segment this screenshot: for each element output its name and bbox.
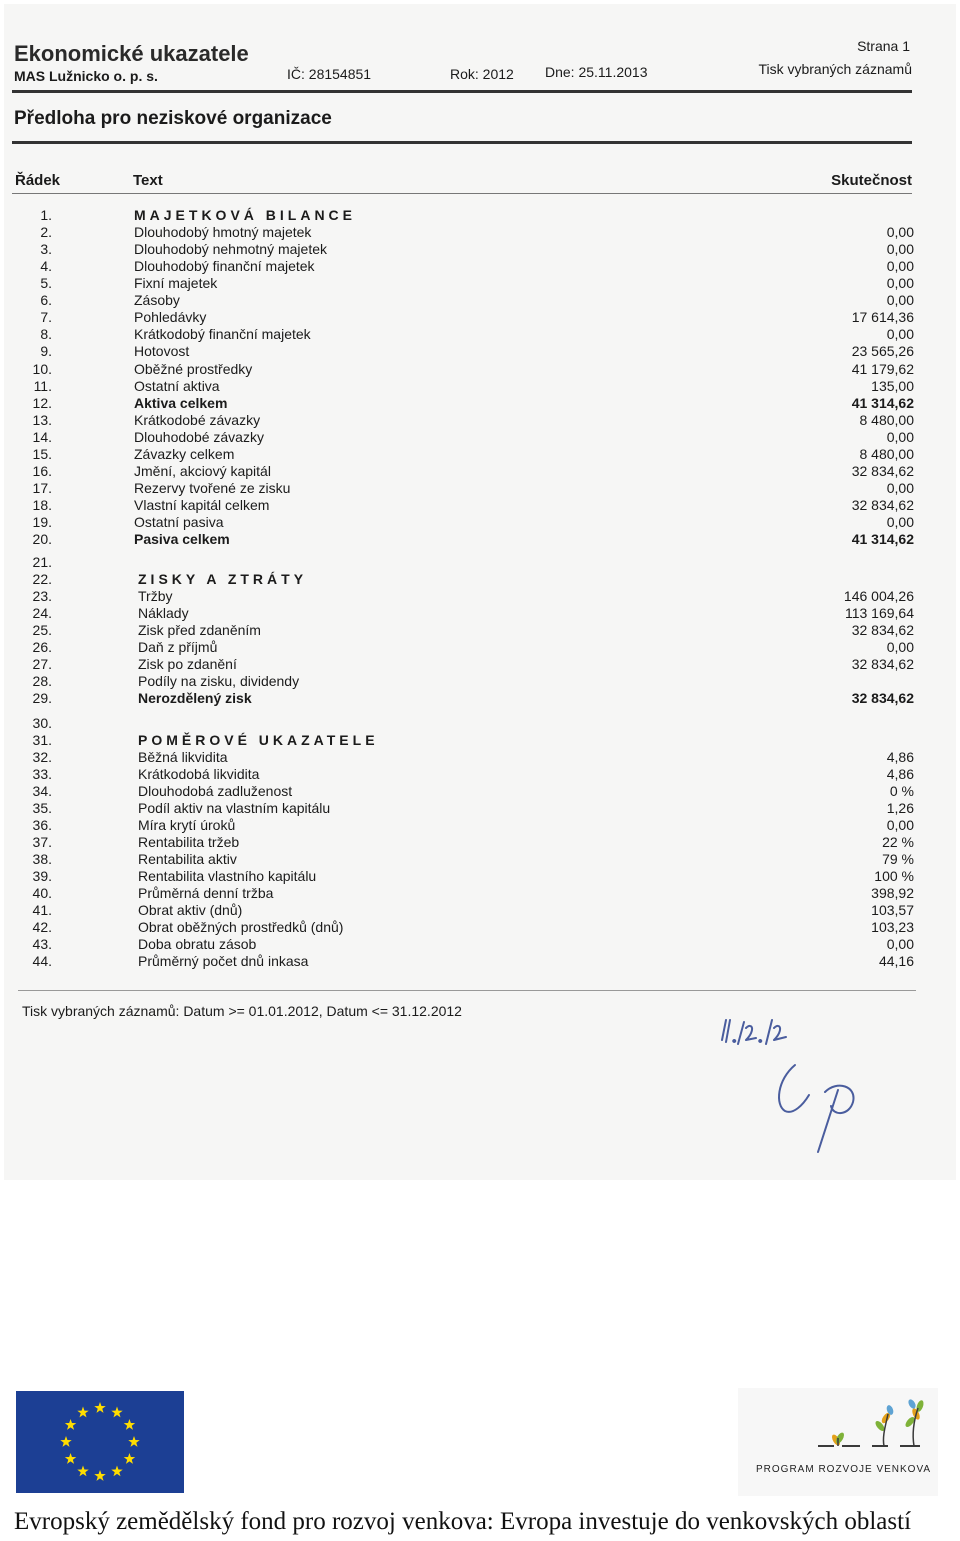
row-label: ZISKY A ZTRÁTY xyxy=(138,571,308,587)
row-value: 32 834,62 xyxy=(851,496,914,513)
row-value: 146 004,26 xyxy=(843,588,914,605)
row-value: 0,00 xyxy=(886,428,914,445)
program-logo-text: PROGRAM ROZVOJE VENKOVA xyxy=(756,1464,932,1475)
table-row xyxy=(14,834,914,851)
row-value: 0,00 xyxy=(886,241,914,258)
table-row xyxy=(14,343,914,360)
program-rozvoje-venkova-logo xyxy=(738,1388,938,1496)
row-number: 28. xyxy=(32,673,52,690)
table-row xyxy=(14,412,914,429)
row-label: Míra krytí úroků xyxy=(138,816,236,833)
column-header-text: Text xyxy=(133,172,163,189)
row-number: 40. xyxy=(32,885,52,901)
table-row xyxy=(14,673,914,690)
row-label: Oběžné prostředky xyxy=(134,360,253,377)
row-label: Rentabilita tržeb xyxy=(138,833,240,850)
row-number: 36. xyxy=(32,816,52,833)
row-value: 100 % xyxy=(874,867,914,884)
table-row xyxy=(14,463,914,480)
company-id: IČ: 28154851 xyxy=(287,66,372,82)
table-row xyxy=(14,361,914,378)
row-value: 0 % xyxy=(889,782,914,799)
row-number: 29. xyxy=(32,690,52,707)
table-row xyxy=(14,571,914,588)
table-row xyxy=(14,953,914,970)
row-label: Zisk po zdanění xyxy=(138,656,237,673)
header-rule xyxy=(12,90,912,93)
row-number: 37. xyxy=(32,833,52,850)
row-value: 8 480,00 xyxy=(859,445,914,462)
row-label: MAJETKOVÁ BILANCE xyxy=(134,207,357,223)
row-value: 0,00 xyxy=(886,513,914,530)
row-label: Obrat oběžných prostředků (dnů) xyxy=(138,919,344,936)
row-number: 23. xyxy=(32,588,52,605)
row-number: 18. xyxy=(32,496,52,513)
row-number: 24. xyxy=(32,605,52,622)
row-number: 3. xyxy=(40,241,52,258)
row-value: 0,00 xyxy=(886,258,914,275)
row-value: 135,00 xyxy=(871,377,914,394)
table-row xyxy=(14,783,914,800)
report-date: Dne: 25.11.2013 xyxy=(545,64,648,80)
row-value: 41 314,62 xyxy=(851,394,914,411)
row-label: Vlastní kapitál celkem xyxy=(134,496,270,513)
row-number: 43. xyxy=(32,936,52,953)
row-number: 41. xyxy=(32,902,52,918)
table-row xyxy=(14,207,914,224)
table-row xyxy=(14,868,914,885)
row-label: Dlouhodobé závazky xyxy=(134,428,264,445)
table-row xyxy=(14,622,914,639)
row-number: 9. xyxy=(40,343,52,360)
row-value: 0,00 xyxy=(886,936,914,953)
table-row xyxy=(14,480,914,497)
organization-name: MAS Lužnicko o. p. s. xyxy=(14,68,158,84)
report-subtitle: Předloha pro neziskové organizace xyxy=(14,108,332,129)
row-value: 0,00 xyxy=(886,479,914,496)
row-label: Rentabilita aktiv xyxy=(138,850,237,867)
table-row xyxy=(14,919,914,936)
table-row xyxy=(14,241,914,258)
column-header-rule xyxy=(12,193,912,194)
table-row xyxy=(14,639,914,656)
row-number: 33. xyxy=(32,765,52,782)
table-row xyxy=(14,531,914,548)
document-title: Ekonomické ukazatele xyxy=(14,41,249,66)
row-label: Ostatní aktiva xyxy=(134,377,220,394)
page-number: Strana 1 xyxy=(857,38,910,54)
table-row xyxy=(14,715,914,732)
row-label: Nerozdělený zisk xyxy=(138,690,252,707)
table-row xyxy=(14,258,914,275)
row-label: Zisk před zdaněním xyxy=(138,622,261,639)
table-row xyxy=(14,326,914,343)
row-value: 17 614,36 xyxy=(851,309,914,326)
table-row xyxy=(14,936,914,953)
row-value: 32 834,62 xyxy=(851,690,914,707)
table-row xyxy=(14,800,914,817)
table-row xyxy=(14,885,914,902)
table-row xyxy=(14,749,914,766)
row-number: 11. xyxy=(33,377,52,394)
row-value: 41 314,62 xyxy=(851,531,914,547)
row-value: 1,26 xyxy=(886,799,914,816)
row-label: Krátkodobá likvidita xyxy=(138,765,260,782)
table-row xyxy=(14,497,914,514)
row-label: Náklady xyxy=(138,605,189,622)
row-label: Daň z příjmů xyxy=(138,639,218,656)
row-label: Dlouhodobá zadluženost xyxy=(138,782,293,799)
row-value: 4,86 xyxy=(886,765,914,782)
row-label: Aktiva celkem xyxy=(134,394,228,411)
row-label: Ostatní pasiva xyxy=(134,513,224,530)
eu-fund-slogan: Evropský zemědělský fond pro rozvoj venkova: Evropa investuje do venkovských oblastí xyxy=(14,1508,912,1535)
row-value: 22 % xyxy=(882,833,914,850)
table-row xyxy=(14,224,914,241)
table-row xyxy=(14,378,914,395)
row-label: Fixní majetek xyxy=(134,275,218,292)
table-row xyxy=(14,292,914,309)
table-row xyxy=(14,514,914,531)
table-row xyxy=(14,395,914,412)
sprouting-plants-icon xyxy=(738,1388,938,1460)
row-value: 0,00 xyxy=(886,275,914,292)
row-number: 19. xyxy=(32,513,52,530)
row-number: 39. xyxy=(32,867,52,884)
row-label: Jmění, akciový kapitál xyxy=(134,462,271,479)
row-number: 30. xyxy=(32,714,52,731)
row-label: Průměrná denní tržba xyxy=(138,885,274,901)
row-value: 79 % xyxy=(882,850,914,867)
row-value: 32 834,62 xyxy=(851,462,914,479)
row-number: 7. xyxy=(40,309,52,326)
row-number: 15. xyxy=(32,445,52,462)
table-row xyxy=(14,732,914,749)
row-number: 20. xyxy=(32,531,52,547)
row-number: 10. xyxy=(32,360,52,377)
row-label: POMĚROVÉ UKAZATELE xyxy=(138,731,379,748)
column-header-row: Řádek xyxy=(15,172,61,189)
row-number: 5. xyxy=(40,275,52,292)
row-value: 103,23 xyxy=(871,919,914,936)
row-value: 0,00 xyxy=(886,326,914,343)
row-value: 4,86 xyxy=(886,748,914,765)
row-label: Zásoby xyxy=(134,292,180,309)
column-header-value: Skutečnost xyxy=(831,172,912,189)
row-number: 35. xyxy=(32,799,52,816)
row-label: Dlouhodobý hmotný majetek xyxy=(134,224,312,241)
row-number: 27. xyxy=(32,656,52,673)
row-label: Krátkodobý finanční majetek xyxy=(134,326,311,343)
row-label: Podíl aktiv na vlastním kapitálu xyxy=(138,799,331,816)
row-number: 25. xyxy=(32,622,52,639)
row-value: 44,16 xyxy=(878,953,914,970)
row-value: 0,00 xyxy=(886,292,914,309)
row-label: Dlouhodobý finanční majetek xyxy=(134,258,315,275)
row-number: 12. xyxy=(32,394,52,411)
row-number: 14. xyxy=(32,428,52,445)
table-row xyxy=(14,429,914,446)
row-number: 31. xyxy=(32,731,52,748)
row-value: 0,00 xyxy=(886,224,914,241)
row-value: 398,92 xyxy=(871,885,914,901)
row-label: Obrat aktiv (dnů) xyxy=(138,902,243,918)
table-bottom-rule xyxy=(18,990,916,991)
table-row xyxy=(14,766,914,783)
row-number: 16. xyxy=(32,462,52,479)
table-row xyxy=(14,588,914,605)
row-label: Závazky celkem xyxy=(134,445,235,462)
row-number: 34. xyxy=(32,782,52,799)
report-year: Rok: 2012 xyxy=(450,66,514,82)
row-label: Doba obratu zásob xyxy=(138,936,257,953)
row-number: 2. xyxy=(40,224,52,241)
row-number: 32. xyxy=(32,748,52,765)
row-number: 44. xyxy=(32,953,52,970)
row-number: 17. xyxy=(32,479,52,496)
row-value: 8 480,00 xyxy=(859,411,914,428)
table-row xyxy=(14,275,914,292)
table-row xyxy=(14,309,914,326)
row-number: 13. xyxy=(32,411,52,428)
table-row xyxy=(14,690,914,707)
row-label: Průměrný počet dnů inkasa xyxy=(138,953,309,970)
table-row xyxy=(14,554,914,571)
row-number: 1. xyxy=(40,207,52,223)
row-value: 23 565,26 xyxy=(851,343,914,360)
filter-footnote: Tisk vybraných záznamů: Datum >= 01.01.2012, Datum <= 31.12.2012 xyxy=(22,1003,462,1019)
subtitle-rule xyxy=(12,141,912,144)
table-row xyxy=(14,446,914,463)
row-value: 0,00 xyxy=(886,816,914,833)
eu-flag xyxy=(16,1391,184,1493)
row-number: 26. xyxy=(32,639,52,656)
row-number: 22. xyxy=(32,571,52,587)
row-label: Rezervy tvořené ze zisku xyxy=(134,479,291,496)
row-number: 4. xyxy=(40,258,52,275)
print-note: Tisk vybraných záznamů xyxy=(758,61,912,77)
row-label: Krátkodobé závazky xyxy=(134,411,261,428)
row-label: Pasiva celkem xyxy=(134,531,230,547)
row-label: Podíly na zisku, dividendy xyxy=(138,673,300,690)
row-value: 113 169,64 xyxy=(844,605,914,622)
row-label: Tržby xyxy=(138,588,173,605)
row-label: Pohledávky xyxy=(134,309,207,326)
eu-stars-icon xyxy=(16,1391,184,1493)
table-row xyxy=(14,902,914,919)
row-value: 0,00 xyxy=(886,639,914,656)
table-row xyxy=(14,817,914,834)
row-value: 32 834,62 xyxy=(851,622,914,639)
table-row xyxy=(14,851,914,868)
row-number: 38. xyxy=(32,850,52,867)
row-label: Rentabilita vlastního kapitálu xyxy=(138,867,317,884)
row-number: 42. xyxy=(32,919,52,936)
table-row xyxy=(14,605,914,622)
row-number: 8. xyxy=(40,326,52,343)
row-label: Hotovost xyxy=(134,343,190,360)
row-value: 41 179,62 xyxy=(851,360,914,377)
row-value: 103,57 xyxy=(871,902,914,918)
row-number: 21. xyxy=(32,554,52,570)
row-label: Běžná likvidita xyxy=(138,748,228,765)
row-number: 6. xyxy=(40,292,52,309)
table-row xyxy=(14,656,914,673)
handwritten-signature xyxy=(700,1000,880,1160)
row-value: 32 834,62 xyxy=(851,656,914,673)
row-label: Dlouhodobý nehmotný majetek xyxy=(134,241,328,258)
